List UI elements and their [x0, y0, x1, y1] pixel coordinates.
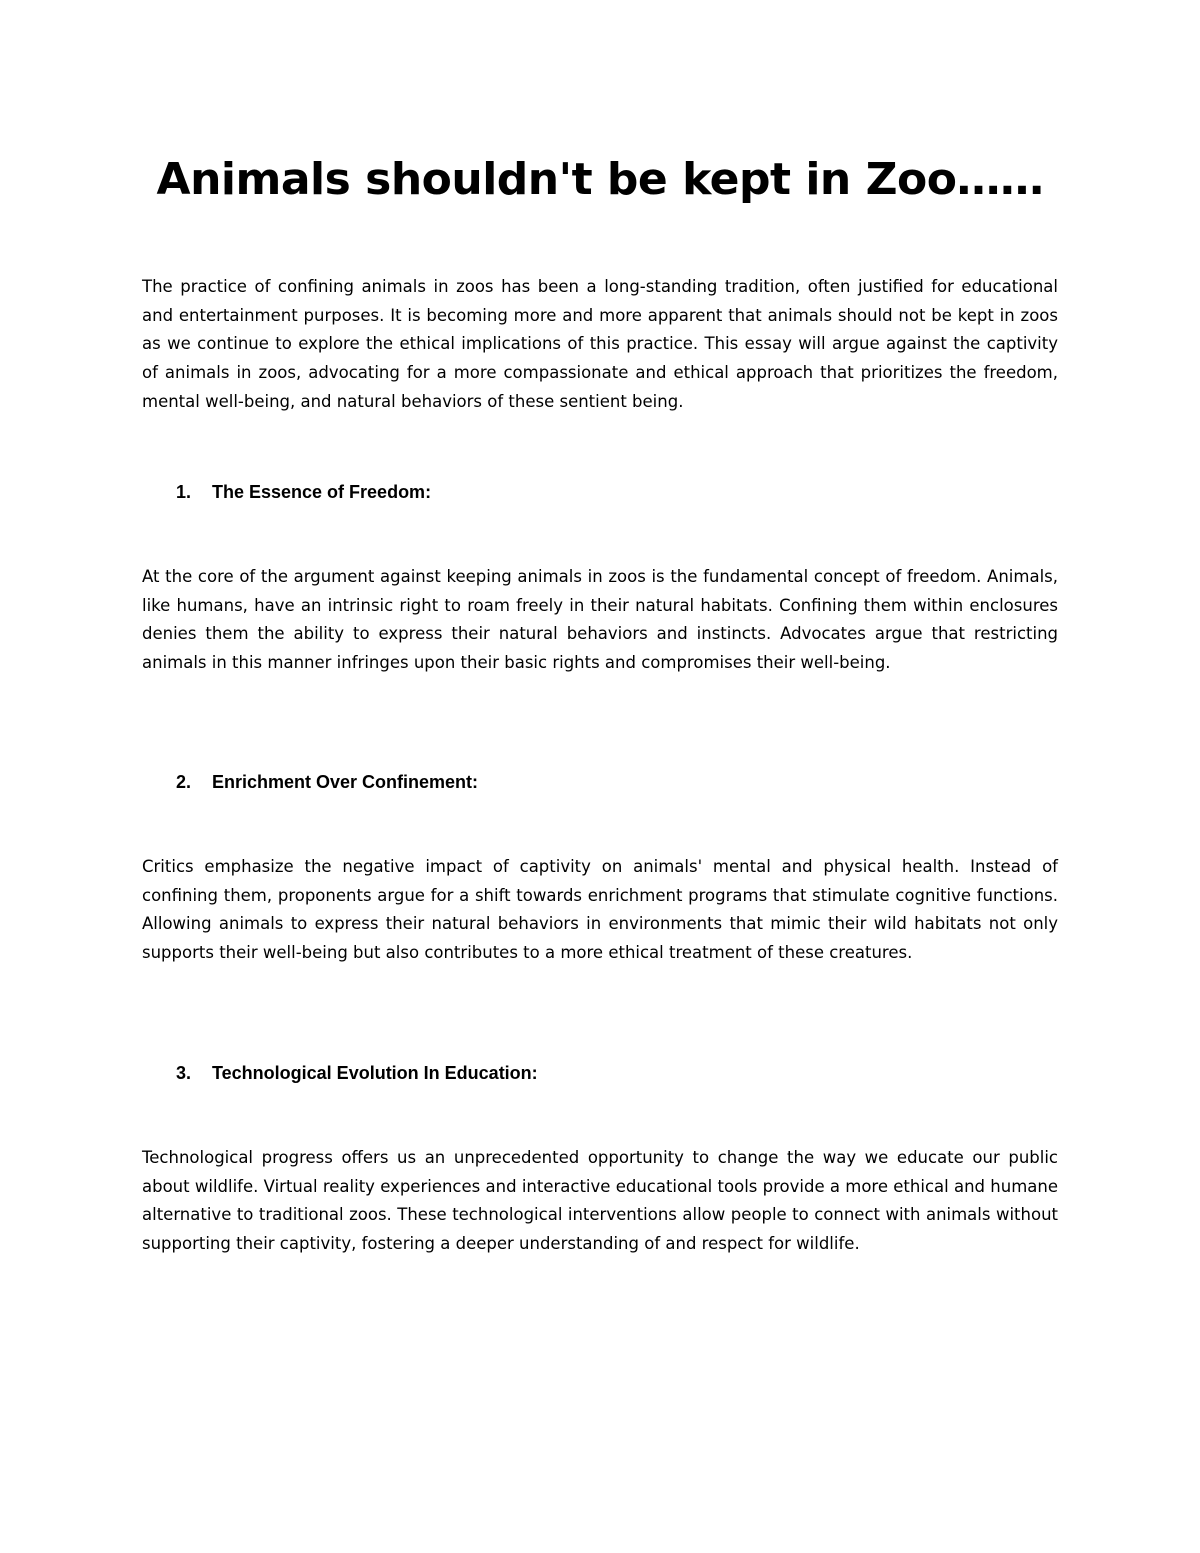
section-heading-text-2: Enrichment Over Confinement:	[212, 772, 479, 792]
section-number-1: 1.	[176, 482, 192, 502]
section-heading-text-3: Technological Evolution In Education:	[212, 1063, 538, 1083]
section-number-2: 2.	[176, 772, 192, 792]
section-number-3: 3.	[176, 1063, 192, 1083]
section-body-1: At the core of the argument against keeping animals in zoos is the fundamental concept of freedom. Animals, like humans, have an intrinsic right to roam freely in their natural habitats. Confining them within enclosures denies them the ability to express their natural behaviors and instincts. Advocates argue that restricting animals in this manner infringes upon their basic rights and compromises their well-being.	[142, 567, 1058, 673]
section-heading-1	[176, 480, 431, 504]
section-heading-3	[176, 1061, 538, 1085]
section-body-2: Critics emphasize the negative impact of captivity on animals' mental and physical health. Instead of confining them, proponents argue for a shift towards enrichment programs that stimulate cognitive functions. Allowing animals to express their natural behaviors in environments that mimic their wild habitats not only supports their well-being but also contributes to a more ethical treatment of these creatures.	[142, 857, 1058, 963]
intro-paragraph: The practice of confining animals in zoos has been a long-standing tradition, often justified for educational and entertainment purposes. It is becoming more and more apparent that animals should not be kept in zoos as we continue to explore the ethical implications of this practice. This essay will argue against the captivity of animals in zoos, advocating for a more compassionate and ethical approach that prioritizes the freedom, mental well-being, and natural behaviors of these sentient being.	[142, 277, 1058, 411]
section-body-3: Technological progress offers us an unprecedented opportunity to change the way we educate our public about wildlife. Virtual reality experiences and interactive educational tools provide a more ethical and humane alternative to traditional zoos. These technological interventions allow people to connect with animals without supporting their captivity, fostering a deeper understanding of and respect for wildlife.	[142, 1148, 1058, 1254]
section-heading-text-1: The Essence of Freedom:	[212, 482, 432, 502]
section-heading-2	[176, 770, 478, 794]
document-title: Animals shouldn't be kept in Zoo……	[156, 154, 1044, 205]
